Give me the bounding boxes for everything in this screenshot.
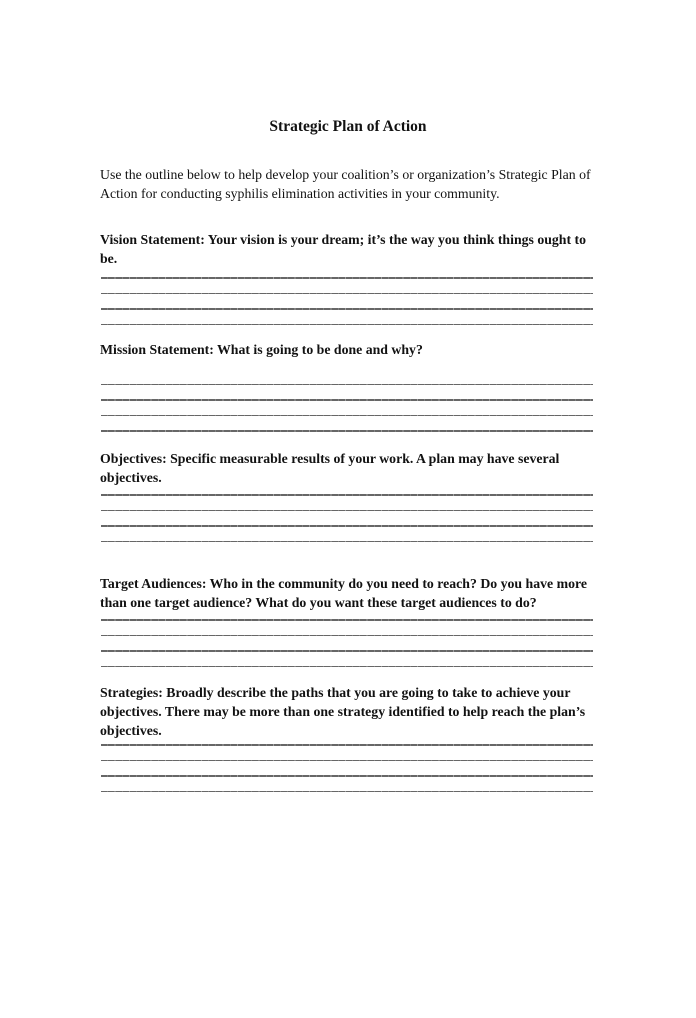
vision-blank-lines <box>100 263 596 325</box>
blank-writing-line <box>100 385 596 401</box>
section-strategies <box>100 684 596 792</box>
blank-writing-line <box>100 527 596 543</box>
blank-writing-line <box>100 636 596 652</box>
blank-writing-line <box>100 777 596 793</box>
objectives-heading: Objectives: Specific measurable results of your work. A plan may have several objectives. <box>100 450 560 485</box>
mission-statement-heading: Mission Statement: What is going to be done and why? <box>100 342 423 358</box>
blank-writing-line <box>100 263 596 279</box>
section-vision-statement <box>100 231 596 325</box>
mission-blank-lines <box>100 370 596 432</box>
blank-writing-line <box>100 605 596 621</box>
blank-writing-line <box>100 279 596 295</box>
section-objectives <box>100 450 596 542</box>
blank-writing-line <box>100 370 596 386</box>
blank-writing-line <box>100 401 596 417</box>
blank-writing-line <box>100 730 596 746</box>
blank-writing-line <box>100 746 596 762</box>
blank-writing-line <box>100 652 596 668</box>
objectives-blank-lines <box>100 480 596 542</box>
blank-writing-line <box>100 294 596 310</box>
document-title: Strategic Plan of Action <box>269 118 427 135</box>
target-audiences-blank-lines <box>100 605 596 667</box>
section-target-audiences <box>100 575 596 667</box>
blank-writing-line <box>100 621 596 637</box>
blank-writing-line <box>100 511 596 527</box>
target-audiences-heading: Target Audiences: Who in the community do you need to reach? Do you have more than one target audience? What do you want these target audiences to do? <box>100 576 587 610</box>
blank-writing-line <box>100 480 596 496</box>
blank-writing-line <box>100 496 596 512</box>
document-page <box>0 118 696 1018</box>
blank-writing-line <box>100 761 596 777</box>
strategies-blank-lines <box>100 730 596 792</box>
strategies-heading: Strategies: Broadly describe the paths that you are going to take to achieve your objectives. There may be more than one strategy identified to help reach the plan’s objectives. <box>100 685 586 738</box>
blank-writing-line <box>100 310 596 326</box>
section-mission-statement <box>100 341 596 432</box>
vision-statement-heading: Vision Statement: Your vision is your dream; it’s the way you think things ought to be. <box>100 232 587 266</box>
intro-paragraph: Use the outline below to help develop your coalition’s or organization’s Strategic Plan of Action for conducting syphilis elimination activities in your community. <box>100 167 591 201</box>
blank-writing-line <box>100 416 596 432</box>
